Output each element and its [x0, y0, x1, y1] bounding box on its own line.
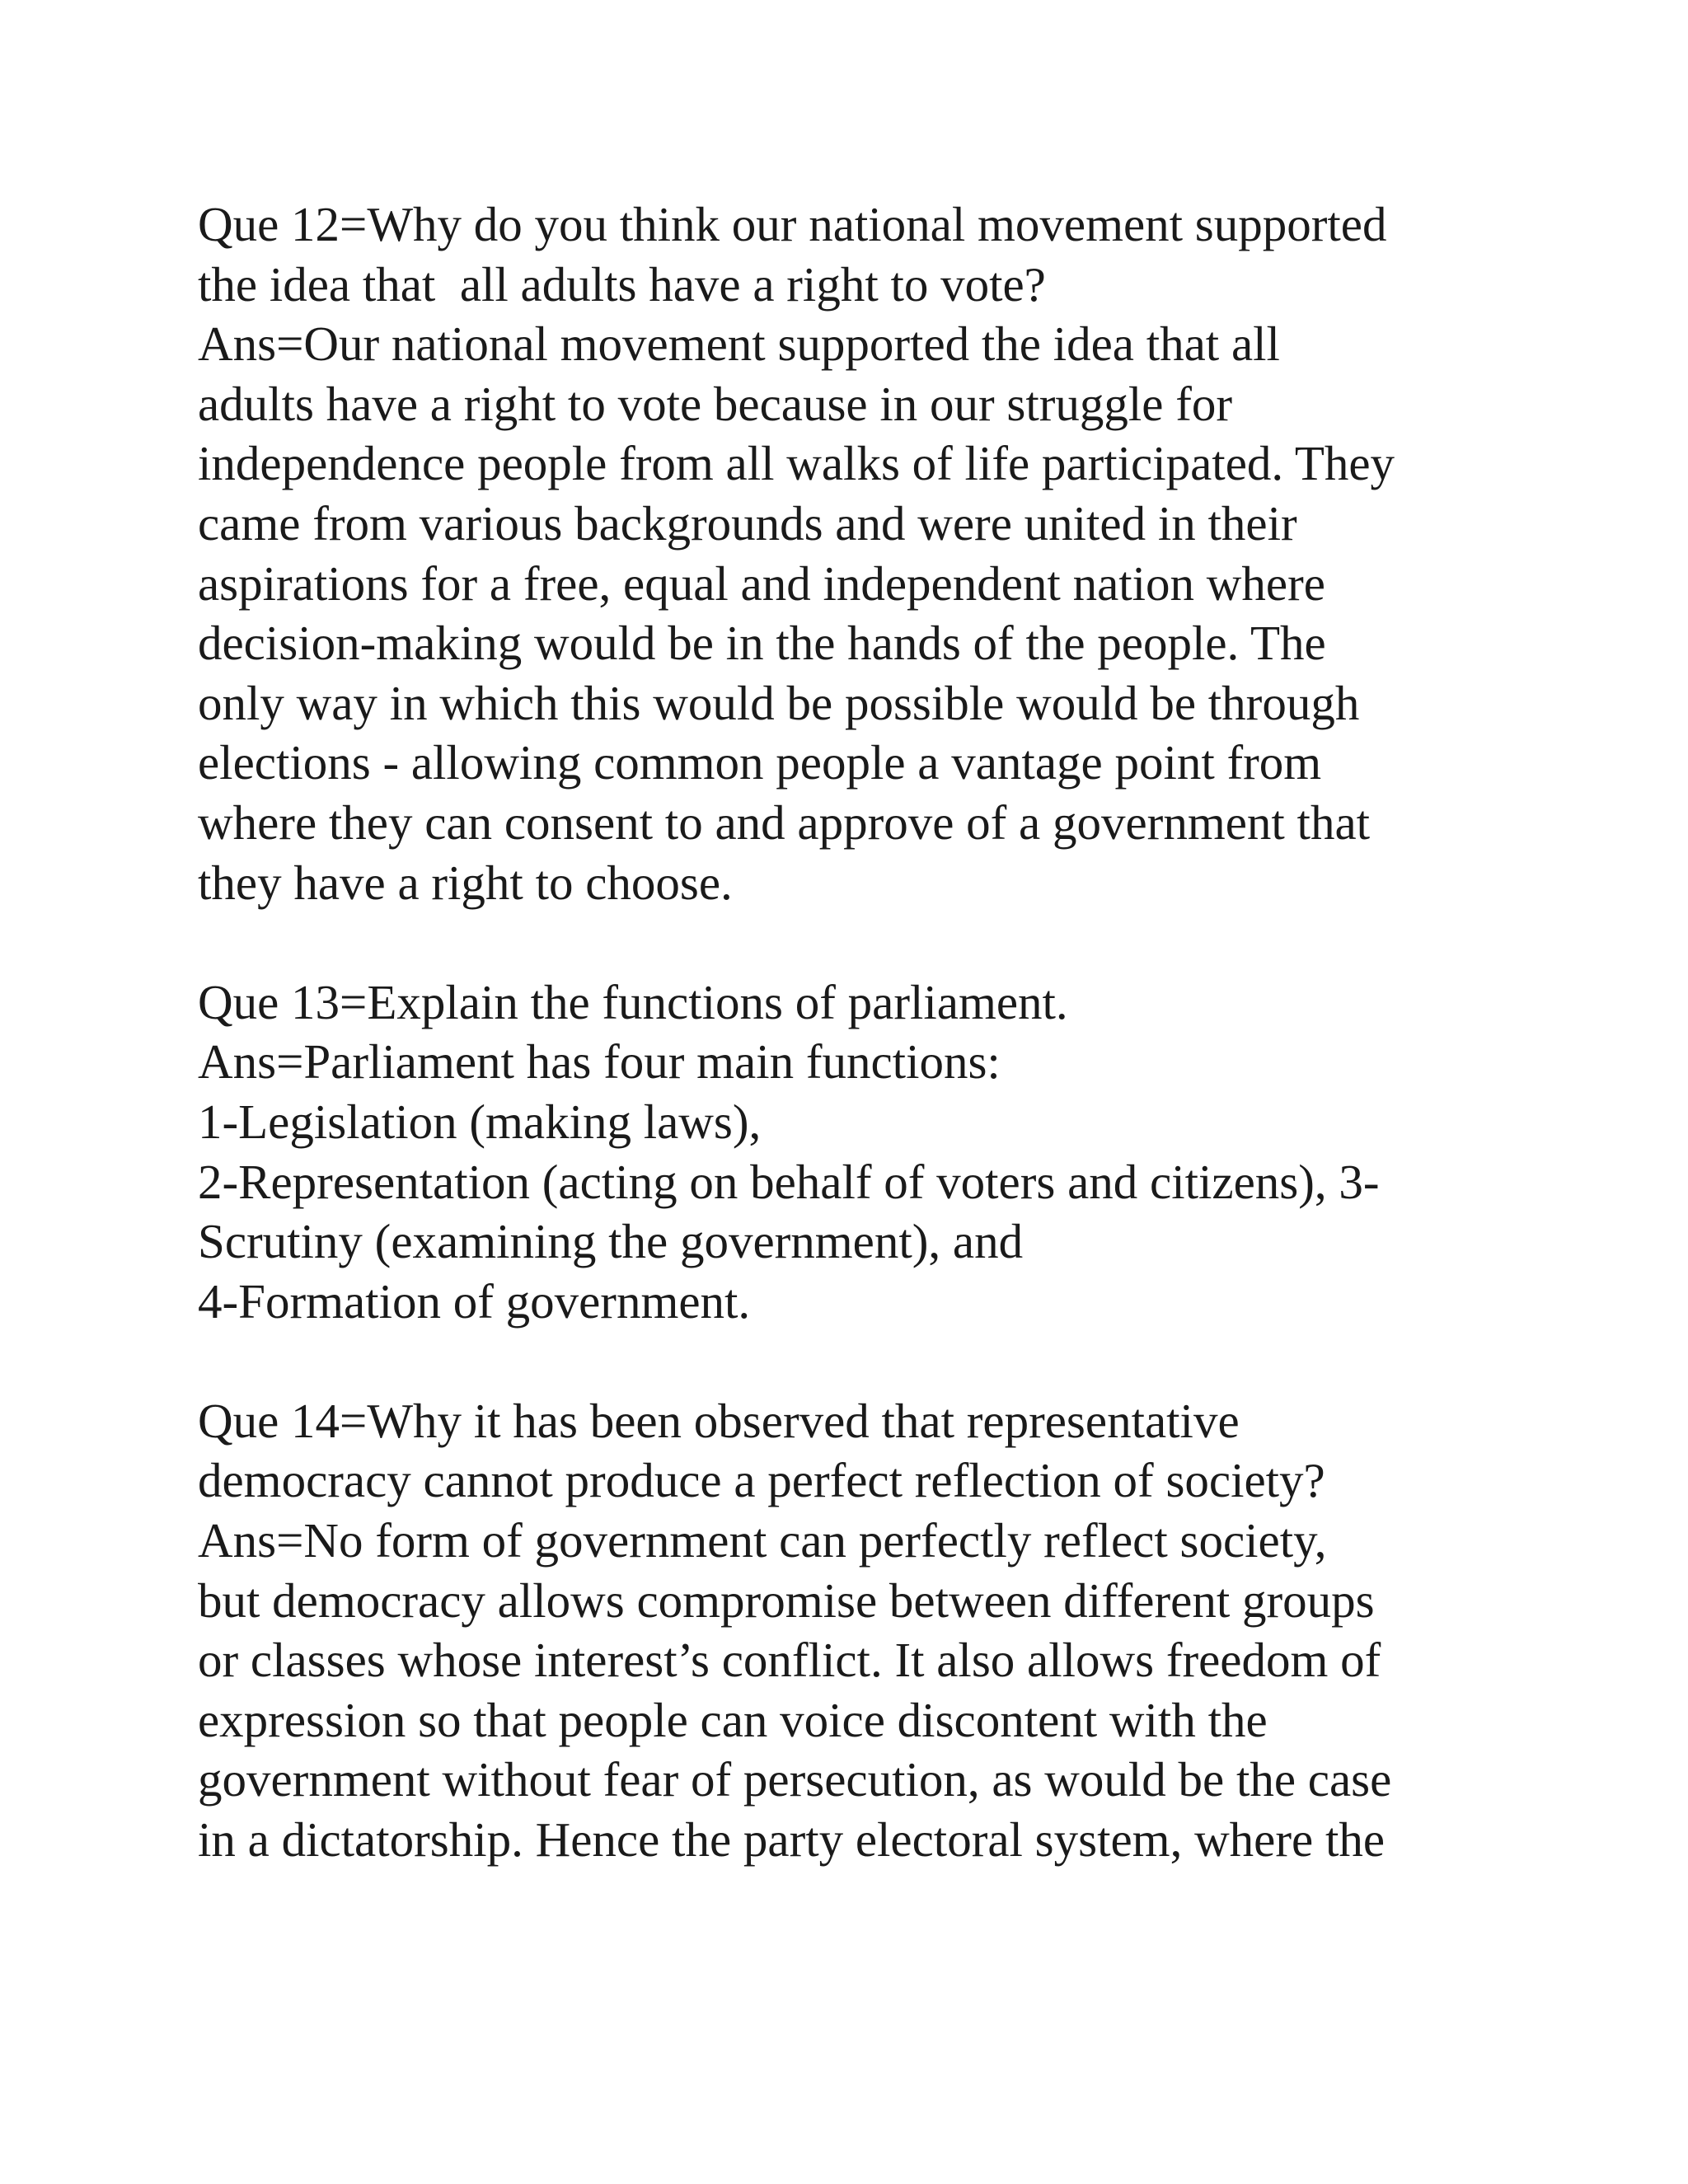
answer-text-line: only way in which this would be possible would be through	[198, 675, 1360, 730]
answer-text-line: Scrutiny (examining the government), and	[198, 1214, 1024, 1269]
answer-text-line: Ans=Parliament has four main functions:	[198, 1034, 1001, 1090]
answer-text-line: independence people from all walks of life participated. They	[198, 436, 1395, 491]
answer-text-line: 1-Legislation (making laws),	[198, 1094, 762, 1149]
answer-text-line: or classes whose interest’s conflict. It also allows freedom of	[198, 1633, 1381, 1688]
answer-text-line: adults have a right to vote because in our struggle for	[198, 376, 1233, 431]
paragraph-gap	[198, 912, 1500, 972]
answer-text-line: where they can consent to and approve of a government that	[198, 794, 1371, 850]
answer-text-line: elections - allowing common people a vantage point from	[198, 735, 1322, 790]
answer-text-line: government without fear of persecution, as would be the case	[198, 1752, 1392, 1807]
question-text-line: the idea that all adults have a right to vote?	[198, 256, 1046, 312]
answer-text-line: 4-Formation of government.	[198, 1273, 751, 1329]
answer-text-line: expression so that people can voice discontent with the	[198, 1692, 1268, 1747]
answer-text-line: 2-Representation (acting on behalf of voters and citizens), 3-	[198, 1154, 1380, 1209]
answer-text-line: Ans=Our national movement supported the idea that all	[198, 316, 1280, 372]
answer-text-line: decision-making would be in the hands of the people. The	[198, 616, 1326, 671]
question-text-line: democracy cannot produce a perfect reflection of society?	[198, 1453, 1325, 1508]
answer-text-line: in a dictatorship. Hence the party electoral system, where the	[198, 1812, 1386, 1868]
question-block-12	[198, 194, 1500, 912]
question-block-13	[198, 972, 1500, 1332]
question-text-line: Que 12=Why do you think our national movement supported	[198, 197, 1387, 251]
paragraph-gap	[198, 1331, 1500, 1391]
question-text-line: Que 13=Explain the functions of parliament.	[198, 974, 1068, 1029]
answer-text-line: they have a right to choose.	[198, 855, 733, 910]
question-block-14	[198, 1391, 1500, 1870]
answer-text-line: Ans=No form of government can perfectly reflect society,	[198, 1513, 1327, 1568]
document-page	[198, 194, 1500, 1870]
answer-text-line: aspirations for a free, equal and independent nation where	[198, 555, 1325, 611]
answer-text-line: but democracy allows compromise between different groups	[198, 1572, 1375, 1628]
answer-text-line: came from various backgrounds and were united in their	[198, 495, 1297, 551]
question-text-line: Que 14=Why it has been observed that representative	[198, 1393, 1240, 1448]
